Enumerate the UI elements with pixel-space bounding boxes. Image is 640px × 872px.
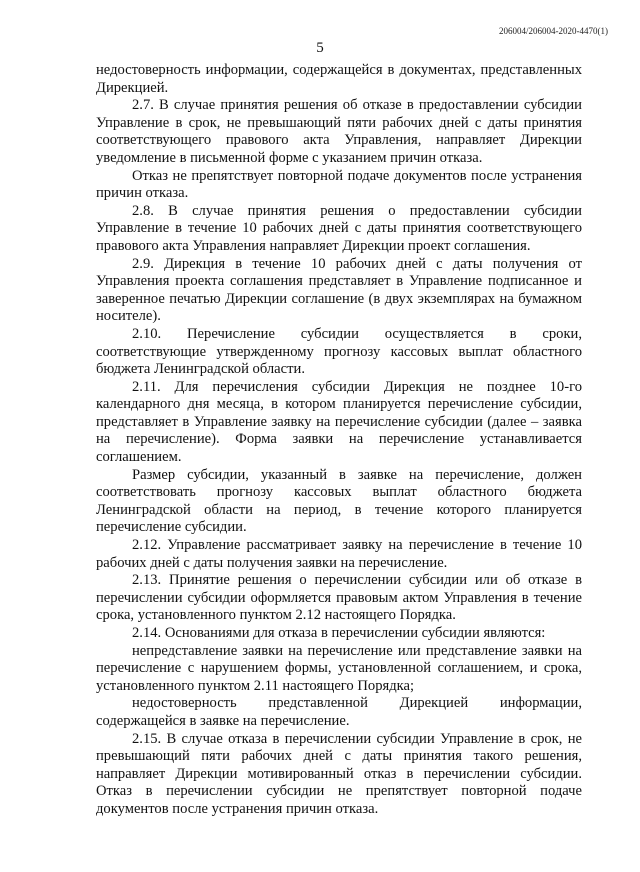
paragraph-subsidy-amount: Размер субсидии, указанный в заявке на перечисление, должен соответствовать прогнозу кассовых выплат областного бюджета Ленинградской области на период, в течение которого планируется перечисление субсидии. bbox=[96, 466, 582, 536]
paragraph-continuation: недостоверность информации, содержащейся в документах, представленных Дирекцией. bbox=[96, 62, 582, 96]
paragraph-2-13: 2.13. Принятие решения о перечислении субсидии или об отказе в перечислении субсидии оформляется правовым актом Управления в течение срока, установленного пунктом 2.12 настоящего Порядка. bbox=[96, 572, 582, 624]
paragraph-2-12: 2.12. Управление рассматривает заявку на перечисление в течение 10 рабочих дней с даты получения заявки на перечисление. bbox=[96, 537, 582, 571]
paragraph-2-9: 2.9. Дирекция в течение 10 рабочих дней с даты получения от Управления проекта соглашения представляет в Управление подписанное и заверенное печатью Дирекции соглашение (в двух экземплярах на бумажном носителе). bbox=[96, 255, 582, 325]
paragraph-2-11: 2.11. Для перечисления субсидии Дирекция не позднее 10-го календарного дня месяца, в котором планируется перечисление субсидии, представляет в Управление заявку на перечисление субсидии (далее – заявка на перечисление). Форма заявки на перечисление устанавливается соглашением. bbox=[96, 378, 582, 466]
paragraph-refusal-note: Отказ не препятствует повторной подаче документов после устранения причин отказа. bbox=[96, 167, 582, 202]
paragraph-ground-2: недостоверность представленной Дирекцией информации, содержащейся в заявке на перечисление. bbox=[96, 695, 582, 729]
paragraph-2-14: 2.14. Основаниями для отказа в перечислении субсидии являются: bbox=[132, 625, 546, 641]
paragraph-2-15: 2.15. В случае отказа в перечислении субсидии Управление в срок, не превышающий пяти рабочих дней с даты принятия такого решения, направляет Дирекции мотивированный отказ в перечислении субсидии. Отказ в перечислении субсидии не препятствует повторной подаче документов после устранения причин отказа. bbox=[96, 730, 582, 817]
paragraph-2-8: 2.8. В случае принятия решения о предоставлении субсидии Управление в течение 10 рабочих дней с даты принятия соответствующего правового акта Управления направляет Дирекции проект соглашения. bbox=[96, 202, 582, 254]
page-number: 5 bbox=[316, 40, 324, 56]
document-id: 206004/206004-2020-4470(1) bbox=[499, 26, 608, 36]
paragraph-2-10: 2.10. Перечисление субсидии осуществляется в сроки, соответствующие утвержденному прогнозу кассовых выплат областного бюджета Ленинградской области. bbox=[96, 325, 582, 378]
document-body bbox=[96, 62, 582, 819]
paragraph-2-7: 2.7. В случае принятия решения об отказе в предоставлении субсидии Управление в срок, не превышающий пяти рабочих дней с даты принятия соответствующего правового акта Управления, направляет Дирекции уведомление в письменной форме с указанием причин отказа. bbox=[96, 97, 582, 166]
paragraph-ground-1: непредставление заявки на перечисление или представление заявки на перечисление с нарушением формы, установленной соглашением, и срока, установленного пунктом 2.11 настоящего Порядка; bbox=[96, 642, 582, 694]
